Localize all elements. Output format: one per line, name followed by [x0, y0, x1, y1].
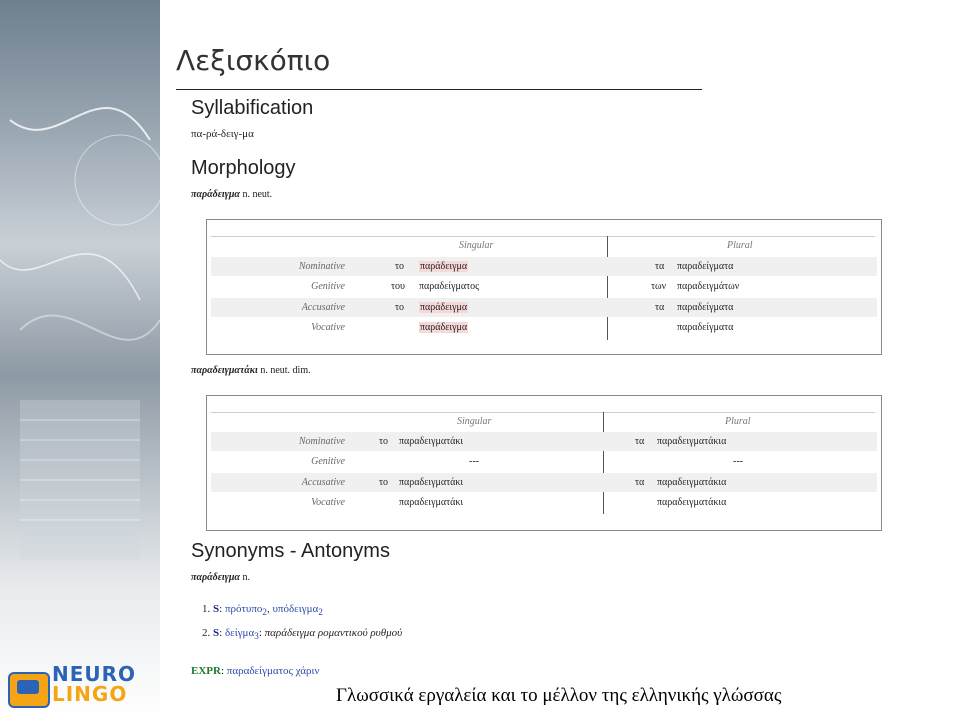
sg-form: παραδειγματάκι	[399, 477, 464, 488]
sense-2: 2. S: δείγμα$_3$: παράδειγμα ρομαντικού ρυθμού	[202, 627, 403, 642]
pl-form: παραδείγματα	[677, 261, 734, 272]
table-1-plural-header: Plural	[727, 240, 753, 251]
slide-footer: Γλωσσικά εργαλεία και το μέλλον της ελληνικής γλώσσας	[336, 685, 782, 706]
case-label: Accusative	[301, 477, 345, 488]
table-row	[211, 277, 877, 296]
lemma-2: παραδειγματάκι	[191, 365, 258, 376]
case-label: Genitive	[311, 281, 345, 292]
logo-monitor-icon	[8, 672, 50, 708]
sg-article: το	[395, 302, 405, 313]
sense-number: 1.	[202, 603, 211, 615]
decorative-side-image	[0, 0, 160, 720]
case-label: Nominative	[298, 436, 345, 447]
lemma-2-pos: n. neut. dim.	[260, 365, 311, 376]
pl-form: παραδειγματάκια	[657, 477, 727, 488]
sense-marker: S	[213, 603, 220, 615]
sg-form: παράδειγμα	[420, 302, 468, 313]
table-2-singular-header: Singular	[457, 416, 492, 427]
synonyms-heading: Synonyms - Antonyms	[191, 540, 390, 562]
synonyms-lemma: παράδειγμα	[191, 572, 240, 583]
lemma-1: παράδειγμα	[191, 189, 240, 200]
synonyms-lemma-pos: n.	[242, 572, 250, 583]
synonym-link[interactable]: υπόδειγμα$_2$	[272, 603, 323, 618]
pl-article: τα	[655, 302, 665, 313]
sense-gloss: παράδειγμα ρομαντικού ρυθμού	[264, 627, 403, 639]
pl-article: τα	[655, 261, 665, 272]
synonym-link[interactable]: πρότυπο$_2$	[224, 603, 267, 618]
sg-article: το	[379, 436, 389, 447]
pl-form: ---	[733, 456, 743, 467]
table-row	[211, 318, 877, 337]
case-label: Vocative	[311, 322, 345, 333]
decorative-wave-graphic	[0, 0, 160, 720]
table-1-singular-header: Singular	[459, 240, 494, 251]
pl-form: παραδειγματάκια	[657, 436, 727, 447]
sg-form: παραδείγματος	[419, 281, 480, 292]
inflection-table-2	[206, 395, 882, 531]
table-row	[211, 432, 877, 451]
sense-1: 1. S: πρότυπο$_2$, υπόδειγμα$_2$	[202, 603, 323, 618]
logo-text-line1: NEURO	[52, 662, 137, 686]
logo-text-line2: LINGO	[52, 682, 128, 706]
table-2-plural-header: Plural	[725, 416, 751, 427]
table-row	[211, 298, 877, 317]
pl-form: παραδειγμάτων	[677, 281, 740, 292]
lemma-line-1	[191, 189, 272, 200]
table-row	[211, 493, 877, 512]
sg-form: παράδειγμα	[420, 261, 468, 272]
case-label: Nominative	[298, 261, 345, 272]
sg-form: παράδειγμα	[420, 322, 468, 333]
expr-value[interactable]: παραδείγματος χάριν	[226, 665, 320, 677]
sg-article: το	[395, 261, 405, 272]
inflection-table-1	[206, 219, 882, 355]
sense-number: 2.	[202, 627, 211, 639]
expr-label: EXPR	[191, 665, 221, 677]
lemma-line-2	[191, 365, 311, 376]
sense-marker: S	[213, 627, 220, 639]
slide-title: Λεξισκόπιο	[176, 44, 331, 77]
neurolingo-logo	[8, 664, 156, 706]
sg-form: παραδειγματάκι	[399, 497, 464, 508]
case-label: Accusative	[301, 302, 345, 313]
sg-form: παραδειγματάκι	[399, 436, 464, 447]
sg-article: του	[391, 281, 405, 292]
expression-line: EXPR: παραδείγματος χάριν	[191, 665, 320, 677]
syllabification-heading: Syllabification	[191, 97, 314, 119]
synonyms-lemma-line	[191, 572, 250, 583]
table-1-header-rule	[211, 236, 875, 237]
pl-form: παραδειγματάκια	[657, 497, 727, 508]
table-row	[211, 257, 877, 276]
pl-article: τα	[635, 477, 645, 488]
sg-article: το	[379, 477, 389, 488]
syllabification-text: πα-ρά-δειγ-μα	[191, 128, 254, 140]
sg-form: ---	[469, 456, 479, 467]
lemma-1-pos: n. neut.	[242, 189, 273, 200]
table-row	[211, 473, 877, 492]
morphology-heading: Morphology	[191, 157, 296, 179]
table-row	[211, 452, 877, 471]
case-label: Vocative	[311, 497, 345, 508]
pl-form: παραδείγματα	[677, 322, 734, 333]
table-2-header-rule	[211, 412, 875, 413]
pl-form: παραδείγματα	[677, 302, 734, 313]
synonym-link[interactable]: δείγμα$_3$	[224, 627, 259, 642]
pl-article: τα	[635, 436, 645, 447]
title-divider	[176, 89, 702, 90]
pl-article: των	[651, 281, 667, 292]
case-label: Genitive	[311, 456, 345, 467]
